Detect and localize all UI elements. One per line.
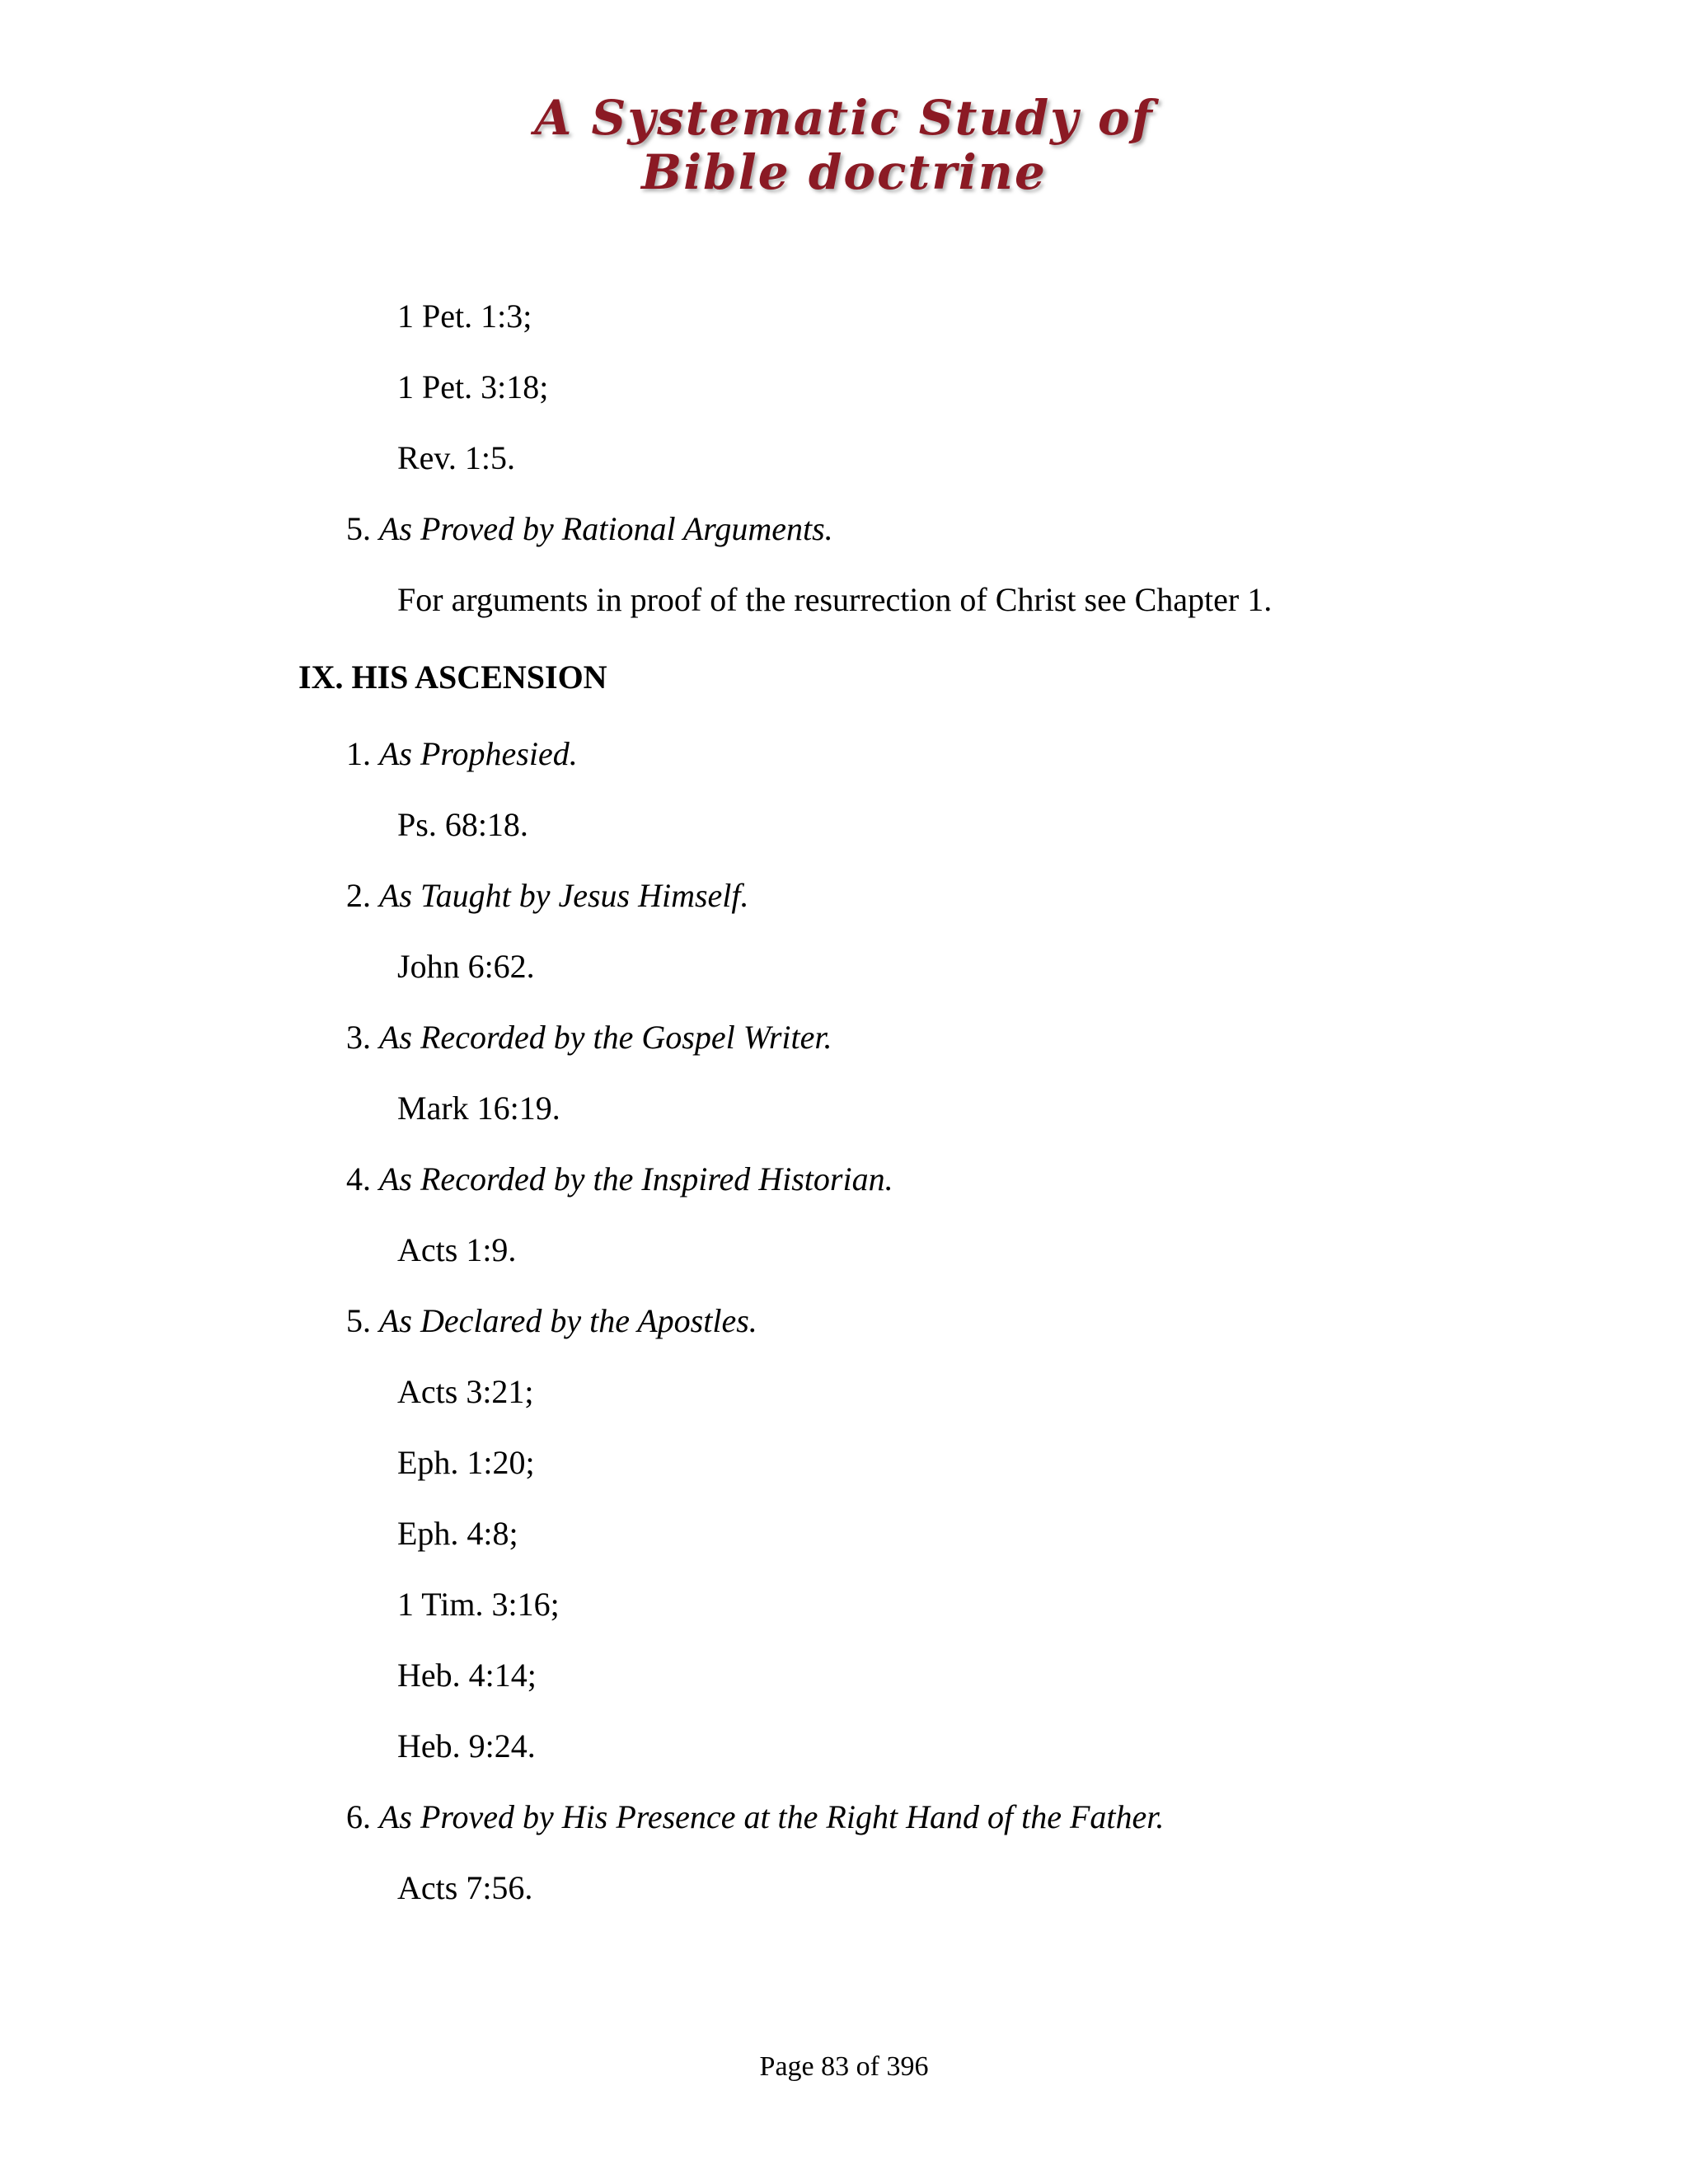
item-number: 3.: [346, 1019, 371, 1056]
item-title: As Prophesied.: [379, 735, 578, 772]
item-title: As Proved by Rational Arguments.: [379, 510, 833, 547]
scripture-ref: Rev. 1:5.: [397, 439, 515, 476]
section-heading: IX. HIS ASCENSION: [298, 658, 607, 696]
item-title: As Recorded by the Inspired Historian.: [379, 1160, 893, 1197]
list-item-heading: [346, 876, 749, 916]
scripture-ref: Acts 3:21;: [397, 1373, 534, 1410]
item-title: As Proved by His Presence at the Right Hand of the Father.: [379, 1798, 1165, 1835]
list-item-heading: [346, 1797, 1164, 1837]
scripture-ref: Acts 1:9.: [397, 1231, 517, 1268]
scripture-ref: Acts 7:56.: [397, 1869, 533, 1906]
item-title: As Taught by Jesus Himself.: [379, 877, 749, 914]
scripture-ref: Heb. 9:24.: [397, 1727, 536, 1765]
scripture-ref: Eph. 4:8;: [397, 1515, 518, 1552]
item-number: 6.: [346, 1798, 371, 1835]
list-item-heading: [346, 1018, 832, 1057]
scripture-ref: Eph. 1:20;: [397, 1444, 535, 1481]
item-number: 2.: [346, 877, 371, 914]
list-item-heading: [346, 1301, 757, 1341]
scripture-ref: Mark 16:19.: [397, 1090, 560, 1127]
logo-line-2: Bible doctrine: [641, 144, 1047, 200]
item-number: 4.: [346, 1160, 371, 1197]
scripture-ref: John 6:62.: [397, 948, 535, 985]
page-number: Page 83 of 396: [759, 2051, 929, 2082]
scripture-ref: 1 Tim. 3:16;: [397, 1586, 560, 1623]
scripture-ref: Ps. 68:18.: [397, 806, 528, 843]
item-number: 5.: [346, 1302, 371, 1339]
header-logo: [0, 91, 1688, 199]
scripture-ref: 1 Pet. 1:3;: [397, 298, 532, 335]
logo-line-1: A Systematic Study of: [534, 90, 1154, 146]
item-number: 5.: [346, 510, 371, 547]
item-title: As Declared by the Apostles.: [379, 1302, 757, 1339]
list-item-heading: [346, 509, 833, 549]
scripture-ref: Heb. 4:14;: [397, 1657, 537, 1694]
item-title: As Recorded by the Gospel Writer.: [379, 1019, 832, 1056]
item-number: 1.: [346, 735, 371, 772]
scripture-ref: 1 Pet. 3:18;: [397, 368, 549, 405]
paragraph-text: For arguments in proof of the resurrection of Christ see Chapter 1.: [397, 581, 1273, 618]
list-item-heading: [346, 1160, 893, 1199]
list-item-heading: [346, 734, 578, 774]
